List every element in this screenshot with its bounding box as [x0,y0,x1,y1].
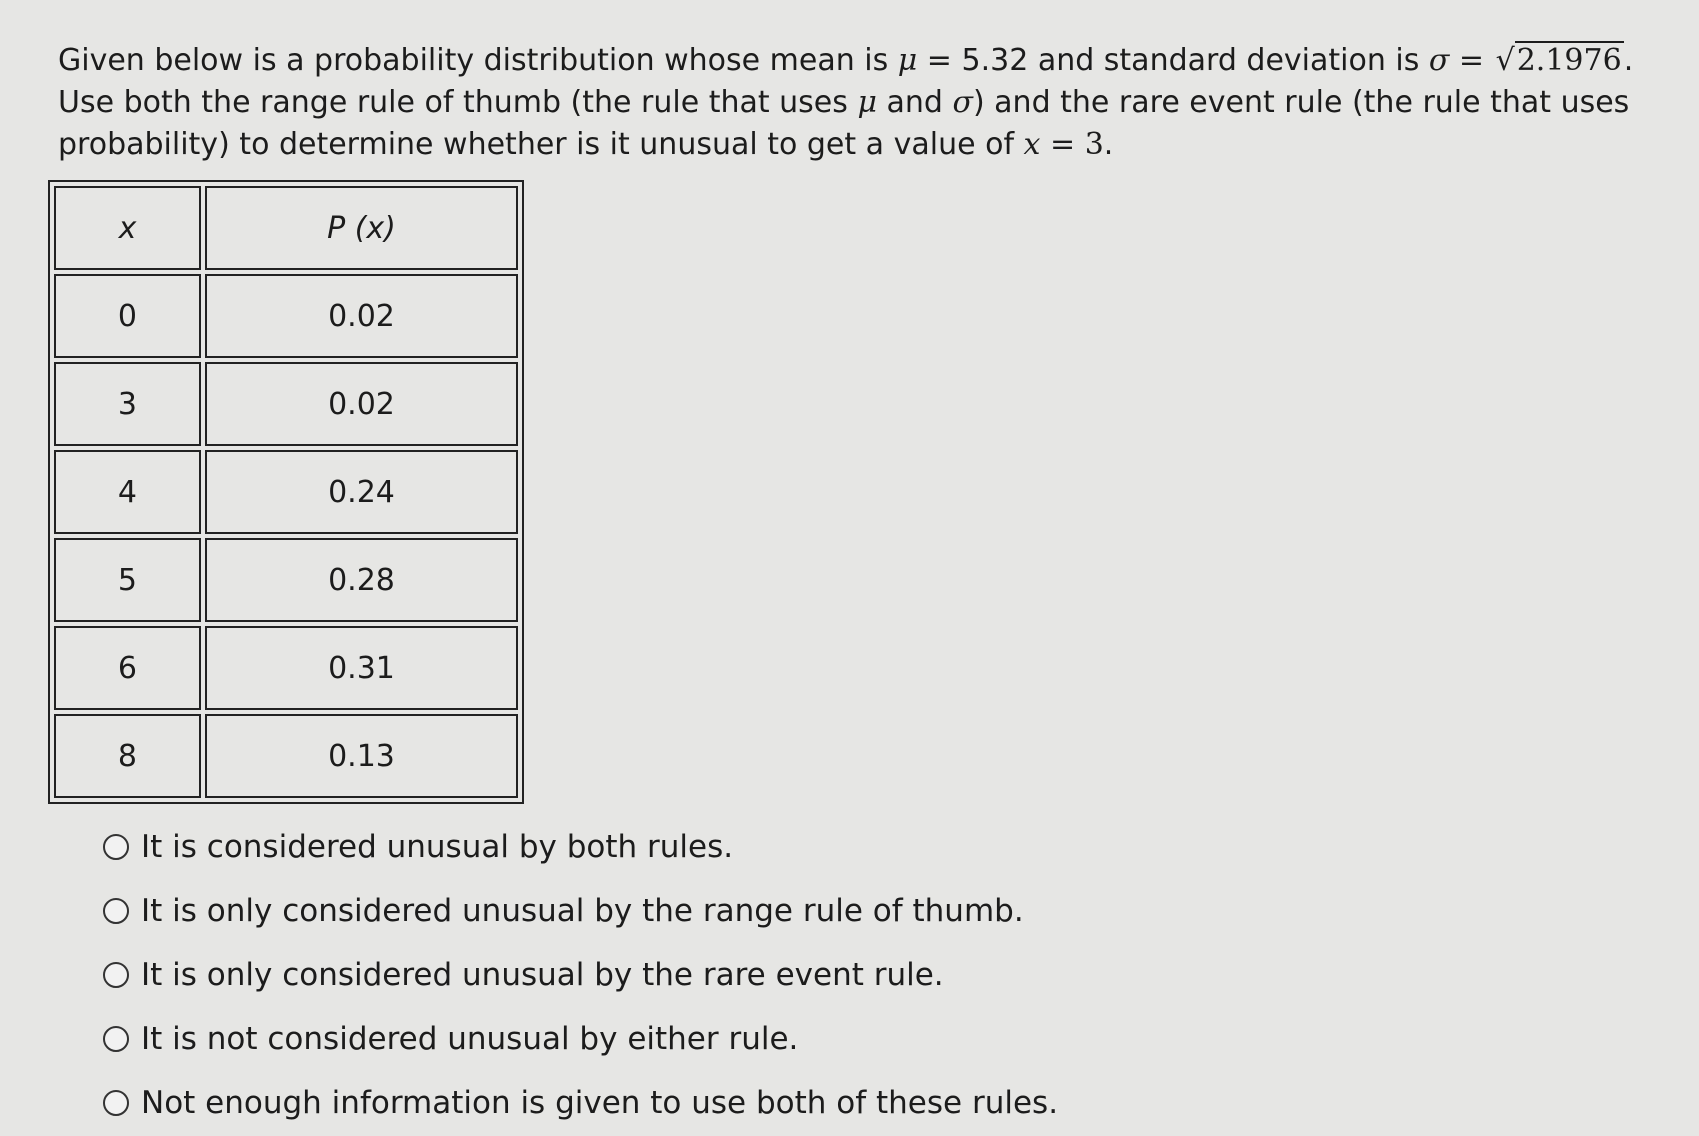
header-x: x [54,186,201,270]
option-range-rule-only[interactable] [103,879,1058,943]
question-text [58,40,1658,166]
table-row [54,362,518,446]
option-both-rules[interactable] [103,815,1058,879]
equals-sign: = [917,43,962,78]
table-row [54,274,518,358]
sigma-symbol: σ [952,85,973,120]
table-row [54,538,518,622]
cell-x: 4 [54,450,201,534]
mu-symbol: μ [897,43,918,78]
option-label: Not enough information is given to use both of these rules. [141,1085,1059,1121]
header-px: P (x) [205,186,518,270]
radio-button[interactable] [103,898,129,924]
table-header-row [54,186,518,270]
cell-px: 0.24 [205,450,518,534]
table-row [54,714,518,798]
sqrt-expression [1494,40,1624,82]
question-part: Given below is a probability distribution whose mean is [58,43,898,78]
radio-button[interactable] [103,962,129,988]
question-part: and standard deviation is [1028,43,1429,78]
cell-x: 6 [54,626,201,710]
question-part: ) and the rare event rule (the rule that uses probability) to determine whether is it unusual to get a value of [58,85,1630,162]
question-part: . [1103,127,1114,162]
radio-button[interactable] [103,1026,129,1052]
cell-px: 0.31 [205,626,518,710]
radio-button[interactable] [103,834,129,860]
radio-button[interactable] [103,1090,129,1116]
mu-symbol: μ [857,85,877,120]
option-rare-event-only[interactable] [103,943,1058,1007]
sqrt-symbol: √ [1495,43,1515,78]
sd-radicand: 2.1976 [1516,43,1622,78]
answer-options [103,815,1058,1135]
x-variable: x [1023,127,1041,162]
cell-px: 0.02 [205,274,518,358]
equals-sign: = [1040,127,1085,162]
cell-x: 0 [54,274,201,358]
option-label: It is considered unusual by both rules. [141,829,734,865]
cell-px: 0.13 [205,714,518,798]
cell-x: 3 [54,362,201,446]
option-not-enough-info[interactable] [103,1071,1058,1135]
cell-x: 8 [54,714,201,798]
table-row [54,626,518,710]
mean-value: 5.32 [961,43,1029,78]
cell-x: 5 [54,538,201,622]
cell-px: 0.28 [205,538,518,622]
cell-px: 0.02 [205,362,518,446]
sigma-symbol: σ [1428,43,1450,78]
x-value: 3 [1084,127,1104,162]
question-part: . Use both the range rule of thumb (the rule that uses [58,43,1634,120]
table-row [54,450,518,534]
question-part: and [876,85,953,120]
option-label: It is only considered unusual by the range rule of thumb. [141,893,1024,929]
option-neither-rule[interactable] [103,1007,1058,1071]
probability-table [48,180,524,804]
option-label: It is not considered unusual by either rule. [141,1021,799,1057]
option-label: It is only considered unusual by the rare event rule. [141,957,944,993]
equals-sign: = [1449,43,1494,78]
